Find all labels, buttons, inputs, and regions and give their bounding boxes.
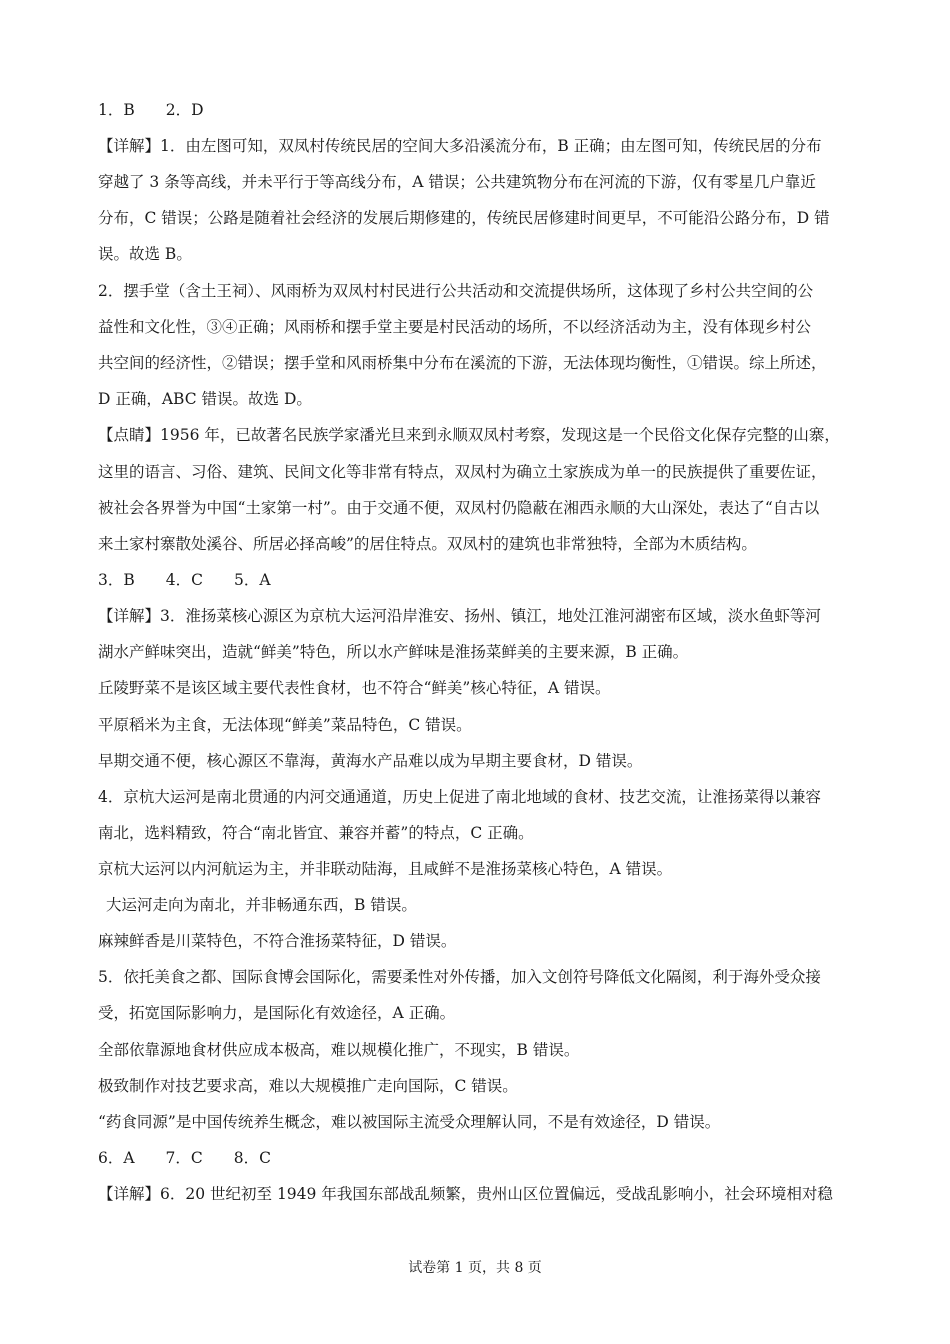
text-line: 【详解】3．淮扬菜核心源区为京杭大运河沿岸淮安、扬州、镇江，地处江淮河湖密布区域，淡水鱼虾等河 — [98, 607, 821, 625]
text-line: 丘陵野菜不是该区域主要代表性食材，也不符合“鲜美”核心特征，A 错误。 — [98, 679, 611, 697]
text-line: 【详解】6．20 世纪初至 1949 年我国东部战乱频繁，贵州山区位置偏远，受战乱影响小，社会环境相对稳 — [98, 1185, 833, 1203]
answer-line-q3-5: 3．B 4．C 5．A — [98, 571, 271, 589]
text-line: 大运河走向为南北，并非畅通东西，B 错误。 — [106, 896, 417, 914]
page-footer: 试卷第 1 页，共 8 页 — [408, 1260, 542, 1276]
answer-line-q6-8: 6．A 7．C 8．C — [98, 1149, 271, 1167]
text-line: 【点睛】1956 年，已故著名民族学家潘光旦来到永顺双凤村考察，发现这是一个民俗文化保存完整的山寨， — [98, 426, 840, 444]
text-line: D 正确，ABC 错误。故选 D。 — [98, 390, 312, 408]
text-line: 5．依托美食之都、国际食博会国际化，需要柔性对外传播，加入文创符号降低文化隔阂，利于海外受众接 — [98, 968, 821, 986]
text-line: 被社会各界誉为中国“土家第一村”。由于交通不便，双凤村仍隐蔽在湘西永顺的大山深处，表达了“自古以 — [98, 499, 820, 517]
text-line: “药食同源”是中国传统养生概念，难以被国际主流受众理解认同，不是有效途径，D 错误。 — [98, 1113, 721, 1131]
answer-line-q1-2: 1．B 2．D — [98, 101, 204, 119]
text-line: 湖水产鲜味突出，造就“鲜美”特色，所以水产鲜味是淮扬菜鲜美的主要来源，B 正确。 — [98, 643, 689, 661]
text-line: 益性和文化性，③④正确；风雨桥和摆手堂主要是村民活动的场所，不以经济活动为主，没有体现乡村公 — [98, 318, 812, 336]
text-line: 2．摆手堂（含土王祠）、风雨桥为双凤村村民进行公共活动和交流提供场所，这体现了乡村公共空间的公 — [98, 282, 814, 300]
text-line: 4．京杭大运河是南北贯通的内河交通通道，历史上促进了南北地域的食材、技艺交流，让淮扬菜得以兼容 — [98, 788, 821, 806]
text-line: 麻辣鲜香是川菜特色，不符合淮扬菜特征，D 错误。 — [98, 932, 457, 950]
text-line: 京杭大运河以内河航运为主，并非联动陆海，且咸鲜不是淮扬菜核心特色，A 错误。 — [98, 860, 673, 878]
text-line: 穿越了 3 条等高线，并未平行于等高线分布，A 错误；公共建筑物分布在河流的下游，仅有零星几户靠近 — [98, 173, 816, 191]
text-line: 【详解】1．由左图可知，双凤村传统民居的空间大多沿溪流分布，B 正确；由左图可知，传统民居的分布 — [98, 137, 822, 155]
text-line: 这里的语言、习俗、建筑、民间文化等非常有特点，双凤村为确立土家族成为单一的民族提供了重要佐证， — [98, 463, 827, 481]
text-line: 极致制作对技艺要求高，难以大规模推广走向国际，C 错误。 — [98, 1077, 518, 1095]
text-line: 平原稻米为主食，无法体现“鲜美”菜品特色，C 错误。 — [98, 716, 472, 734]
text-line: 受，拓宽国际影响力，是国际化有效途径，A 正确。 — [98, 1004, 456, 1022]
text-line: 共空间的经济性，②错误；摆手堂和风雨桥集中分布在溪流的下游，无法体现均衡性，①错误。综上所述， — [98, 354, 827, 372]
text-line: 全部依靠源地食材供应成本极高，难以规模化推广，不现实，B 错误。 — [98, 1041, 580, 1059]
text-line: 分布，C 错误；公路是随着社会经济的发展后期修建的，传统民居修建时间更早，不可能沿公路分布，D 错 — [98, 209, 830, 227]
text-line: 来土家村寨散处溪谷、所居必择高峻”的居住特点。双凤村的建筑也非常独特，全部为木质结构。 — [98, 535, 757, 553]
text-line: 早期交通不便，核心源区不靠海，黄海水产品难以成为早期主要食材，D 错误。 — [98, 752, 643, 770]
text-line: 南北，选料精致，符合“南北皆宜、兼容并蓄”的特点，C 正确。 — [98, 824, 534, 842]
text-line: 误。故选 B。 — [98, 245, 192, 263]
